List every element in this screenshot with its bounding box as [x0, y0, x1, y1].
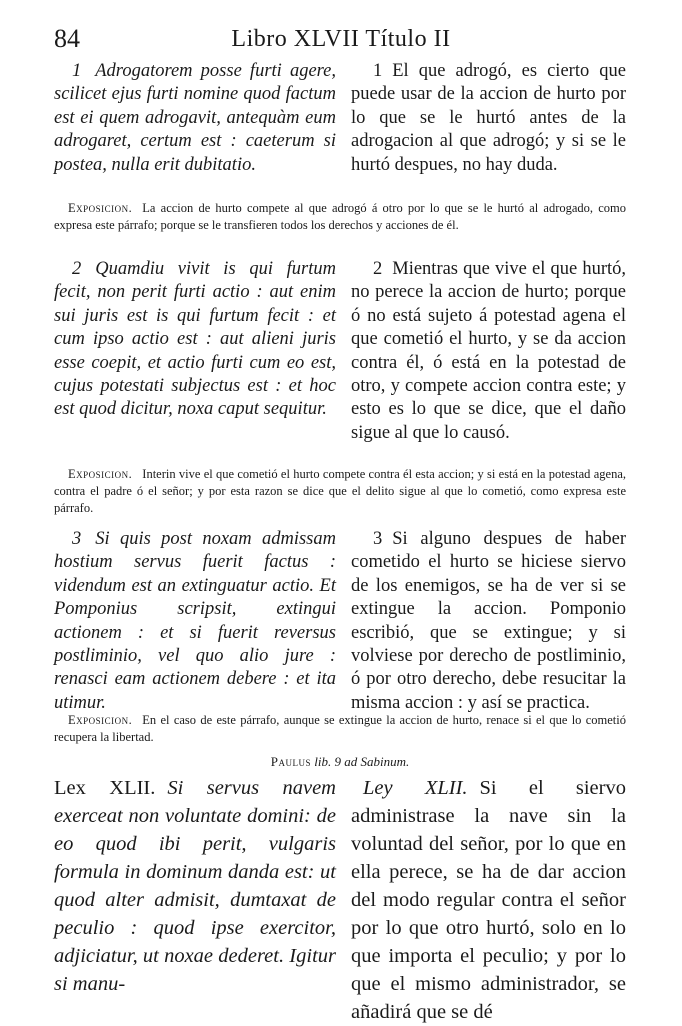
- latin-text: [54, 774, 336, 998]
- spanish-body: Mientras que vive el que hurtó, no perece la accion de hurto; porque ó no está sujeto á potestad agena el que cometió el hurto, y se da accion contra él, ó está en la potestad de otro, y compete accion contra este; y esto es lo que se dice, que el daño sigue al que lo causó.: [351, 259, 626, 443]
- spanish-body: Si alguno despues de haber cometido el hurto se hiciese siervo de los enemigos, se ha de ver si se extingue la accion. Pomponio escribió, que se extingue; y si volviese por derecho de postliminio, ó por otro derecho, debe resucitar la misma accion : y así se practica.: [351, 529, 626, 713]
- paragraph-number: 1: [72, 61, 82, 81]
- exposition-text: La accion de hurto compete al que adrogó á otro por lo que se le hurtó al adrogado, como expresa este párrafo; porque se le transfieren todos los derechos y acciones de él.: [54, 201, 626, 232]
- spanish-body: El que adrogó, es cierto que puede usar de la accion de hurto por lo que se le hurtó antes de la adrogacion al que adrogó; y si se le hurtó despues, no hay duda.: [351, 61, 626, 175]
- spanish-body: Si el siervo administrase la nave sin la voluntad del señor, por lo que en ella perece, se ha de dar accion del modo regular contra el señor por lo que otro hurtó, solo en lo que importa el peculio; y por lo que el mismo administrador, se añadirá que se dé: [351, 777, 626, 1023]
- paragraph-number: 3: [72, 529, 82, 549]
- exposition: [54, 466, 626, 517]
- exposition-label: Exposicion.: [68, 713, 133, 727]
- spanish-text: [351, 774, 626, 1026]
- latin-text: [54, 528, 336, 715]
- page-header: [0, 22, 682, 56]
- exposition: [54, 200, 626, 234]
- paragraph-1: [54, 60, 626, 250]
- exposition: [54, 712, 626, 746]
- paragraph-number: 1: [373, 61, 383, 81]
- source-citation: [54, 753, 626, 773]
- page-number: 84: [54, 24, 80, 53]
- latin-body: Quamdiu vivit is qui furtum fecit, non perit furti actio : aut enim sui juris est is qui furtum fecit : et cum ipso actio est : aut alieni juris esse coepit, et actio furti cum eo est, cujus potestati subjectus est : et hoc est quod dicitur, noxa caput sequitur.: [54, 259, 336, 420]
- lex-42: [54, 774, 626, 1023]
- source-work: lib. 9 ad Sabinum.: [314, 754, 410, 769]
- paragraph-2: [54, 258, 626, 520]
- paragraph-number: 2: [373, 259, 383, 279]
- spanish-text: [351, 60, 626, 177]
- exposition-label: Exposicion.: [68, 467, 133, 481]
- lex-heading-spanish: Ley XLII.: [363, 777, 468, 799]
- spanish-text: [351, 258, 626, 445]
- running-title: Libro XLVII Título II: [231, 26, 451, 52]
- latin-body: Adrogatorem posse furti agere, scilicet ejus furti nomine quod factum est ei quem adrogavit, antequàm eum adrogaret, certum est : caeterum si postea, nulla erit dubitatio.: [54, 61, 336, 175]
- spanish-text: [351, 528, 626, 715]
- latin-body: Si quis post noxam admissam hostium servus fuerit factus : videndum est an extinguatur actio. Et Pomponius scripsit, extingui actionem : et si fuerit reversus postliminio, vel quo alio jure : renasci eam actionem debere : et ita utimur.: [54, 529, 336, 713]
- paragraph-3: [54, 528, 626, 748]
- lex-heading-latin: Lex XLII.: [54, 777, 156, 799]
- exposition-text: En el caso de este párrafo, aunque se extingue la accion de hurto, renace si el que lo cometió recupera la libertad.: [54, 713, 626, 744]
- exposition-text: Interin vive el que cometió el hurto compete contra él esta accion; y si está en la potestad agena, contra el padre ó el señor; y por esta razon se dice que el delito sigue al que lo cometió, como expresa este párrafo.: [54, 467, 626, 515]
- paragraph-number: 3: [373, 529, 383, 549]
- exposition-label: Exposicion.: [68, 201, 133, 215]
- source-author: Paulus: [270, 754, 311, 769]
- latin-text: [54, 60, 336, 177]
- paragraph-number: 2: [72, 259, 82, 279]
- latin-text: [54, 258, 336, 422]
- latin-body: Si servus navem exerceat non voluntate domini: de eo quod ibi perit, vulgaris formula in dominum danda est: ut quod alter admisit, dumtaxat de peculio : quod ipse exercitor, adjiciatur, ut noxae dederet. Igitur si manu-: [54, 777, 336, 995]
